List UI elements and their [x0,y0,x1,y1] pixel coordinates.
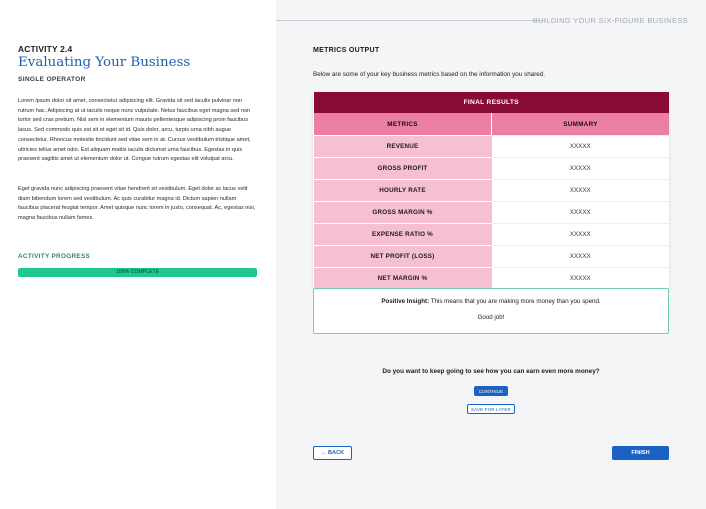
activity-description-2: Eget gravida nunc adipiscing praesent vitae hendrerit sit vestibulum. Eget dolor ac lacus velit diam bibendum lorem sed vestibulum. Ac quis curabitur magna id. Dictum sapien nullam faucibus placerat feugiat tempor. Amet quisque nunc lorem in justo, consequat. Ac, egestas nisi, magna faucibus nullam fames. [18,186,256,222]
results-table-title: FINAL RESULTS [314,92,670,113]
activity-description-1: Lorem ipsum dolor sit amet, consectetur adipiscing elit. Gravida sit sed iaculis pulvinar non rutrum hac. Adipiscing at ut iaculis neque nunc vulputate. Netus faucibus eget magna sed non tortor sed cras pretium. Nisl sem in elementum mauris pellentesque adipiscing proin faucibus lacus. Sed commodo quis est sit et eget sit id. Quis dolor, arcu, turpis urna nibh augue consectetur. Rhoncus molestie tincidunt sed vitae sem in at. Cursus vestibulum tristique amet, ultricies tellus amet odio. Est aliquam mattis iaculis dictumst urna faucibus. Egestas in quis praesent sagittis amet ut elementum dolor ut. Congue rutrum egestas elit volutpat arcu. [18,98,251,163]
metric-name: GROSS MARGIN % [314,202,492,224]
metric-value: XXXXX [492,202,670,224]
save-for-later-button[interactable]: SAVE FOR LATER [467,404,515,414]
insight-followup: Good job! [477,314,505,321]
metric-value: XXXXX [492,268,670,290]
metric-value: XXXXX [492,136,670,158]
metric-name: HOURLY RATE [314,180,492,202]
activity-number: ACTIVITY 2.4 [18,44,73,54]
table-row [314,202,670,224]
table-row [314,158,670,180]
cta-question: Do you want to keep going to see how you can earn even more money? [382,368,600,375]
progress-text: 100% COMPLETE [115,269,160,275]
activity-subtitle: SINGLE OPERATOR [18,76,86,83]
metric-name: EXPENSE RATIO % [314,224,492,246]
metric-name: NET PROFIT (LOSS) [314,246,492,268]
table-row [314,224,670,246]
header-divider [276,20,546,21]
metrics-description: Below are some of your key business metrics based on the information you shared. [313,71,546,78]
metrics-title: METRICS OUTPUT [313,47,380,54]
table-row [314,246,670,268]
activity-title: Evaluating Your Business [18,55,191,70]
results-table [313,92,669,289]
back-button[interactable]: ← BACK [313,446,352,460]
metric-value: XXXXX [492,158,670,180]
metric-value: XXXXX [492,224,670,246]
progress-bar [18,268,257,277]
finish-button[interactable]: FINISH [612,446,669,460]
table-row [314,136,670,158]
progress-label: ACTIVITY PROGRESS [18,253,91,260]
insight-box [313,288,669,334]
insight-label: Positive Insight: [381,298,430,305]
metric-name: GROSS PROFIT [314,158,492,180]
metric-value: XXXXX [492,246,670,268]
table-row [314,268,670,290]
course-title: BUILDING YOUR SIX-FIGURE BUSINESS [532,16,688,25]
table-row [314,180,670,202]
column-header-metrics: METRICS [314,113,492,136]
metric-value: XXXXX [492,180,670,202]
insight-text: This means that you are making more money than you spend. [430,298,601,305]
metric-name: NET MARGIN % [314,268,492,290]
metric-name: REVENUE [314,136,492,158]
insight-line [314,298,668,305]
continue-button[interactable]: CONTINUE [474,386,508,396]
column-header-summary: SUMMARY [492,113,670,136]
